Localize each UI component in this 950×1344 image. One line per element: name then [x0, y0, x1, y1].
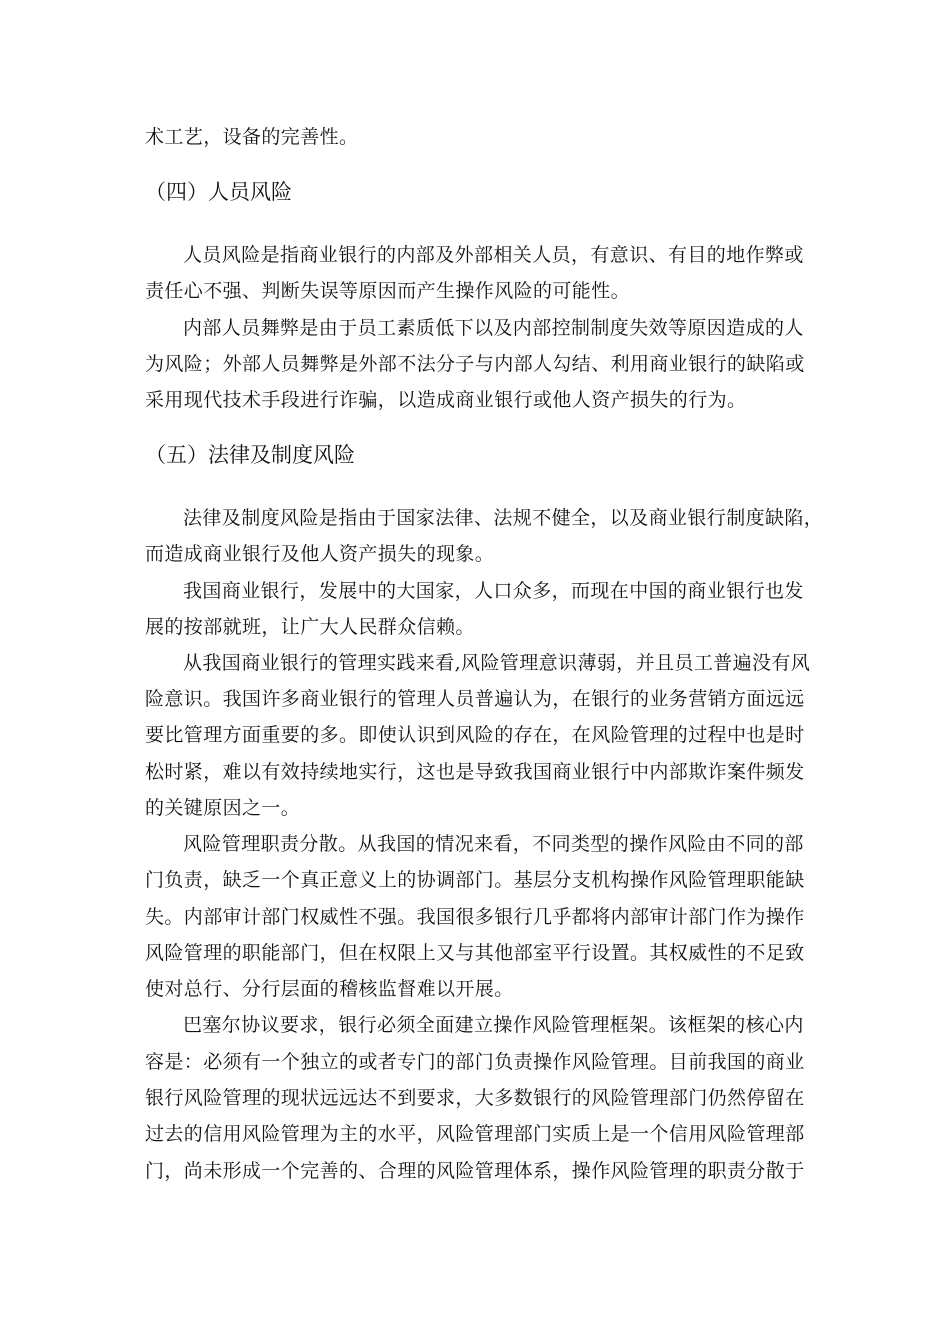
paragraph-line: 要比管理方面重要的多。即使认识到风险的存在，在风险管理的过程中也是时 [145, 724, 805, 746]
section-heading-legal-risk: （五）法律及制度风险 [145, 443, 355, 467]
paragraph-line: 失。内部审计部门权威性不强。我国很多银行几乎都将内部审计部门作为操作 [145, 906, 805, 928]
paragraph-line: 松时紧，难以有效持续地实行，这也是导致我国商业银行中内部欺诈案件频发 [145, 761, 805, 783]
paragraph-line: 风险管理职责分散。从我国的情况来看，不同类型的操作风险由不同的部 [183, 833, 804, 855]
paragraph-line: 银行风险管理的现状远远达不到要求，大多数银行的风险管理部门仍然停留在 [145, 1087, 805, 1109]
paragraph-line: 展的按部就班，让广大人民群众信赖。 [145, 616, 475, 638]
paragraph-line: 使对总行、分行层面的稽核监督难以开展。 [145, 978, 514, 1000]
paragraph-line: 而造成商业银行及他人资产损失的现象。 [145, 543, 495, 565]
paragraph-line: 门，尚未形成一个完善的、合理的风险管理体系，操作风险管理的职责分散于 [145, 1160, 805, 1182]
paragraph-line: 从我国商业银行的管理实践来看,风险管理意识薄弱，并且员工普遍没有风 [183, 652, 811, 674]
paragraph-line: 容是：必须有一个独立的或者专门的部门负责操作风险管理。目前我国的商业 [145, 1051, 805, 1073]
paragraph-line: 巴塞尔协议要求，银行必须全面建立操作风险管理框架。该框架的核心内 [183, 1014, 804, 1036]
paragraph-line: 法律及制度风险是指由于国家法律、法规不健全，以及商业银行制度缺陷， [183, 507, 824, 529]
paragraph-line: 风险管理的职能部门，但在权限上又与其他部室平行设置。其权威性的不足致 [145, 942, 805, 964]
paragraph-line: 门负责，缺乏一个真正意义上的协调部门。基层分支机构操作风险管理职能缺 [145, 869, 805, 891]
paragraph-line: 采用现代技术手段进行诈骗，以造成商业银行或他人资产损失的行为。 [145, 389, 747, 411]
paragraph-line: 内部人员舞弊是由于员工素质低下以及内部控制制度失效等原因造成的人 [183, 317, 804, 339]
paragraph-line: 险意识。我国许多商业银行的管理人员普遍认为，在银行的业务营销方面远远 [145, 688, 805, 710]
paragraph-line: 的关键原因之一。 [145, 797, 301, 819]
paragraph-line: 过去的信用风险管理为主的水平，风险管理部门实质上是一个信用风险管理部 [145, 1123, 805, 1145]
paragraph-line: 人员风险是指商业银行的内部及外部相关人员，有意识、有目的地作弊或 [183, 244, 804, 266]
section-heading-personnel-risk: （四）人员风险 [145, 180, 292, 204]
paragraph-line: 我国商业银行，发展中的大国家，人口众多，而现在中国的商业银行也发 [183, 580, 804, 602]
paragraph-line: 为风险；外部人员舞弊是外部不法分子与内部人勾结、利用商业银行的缺陷或 [145, 353, 805, 375]
paragraph-line: 术工艺，设备的完善性。 [145, 126, 359, 148]
paragraph-line: 责任心不强、判断失误等原因而产生操作风险的可能性。 [145, 280, 631, 302]
